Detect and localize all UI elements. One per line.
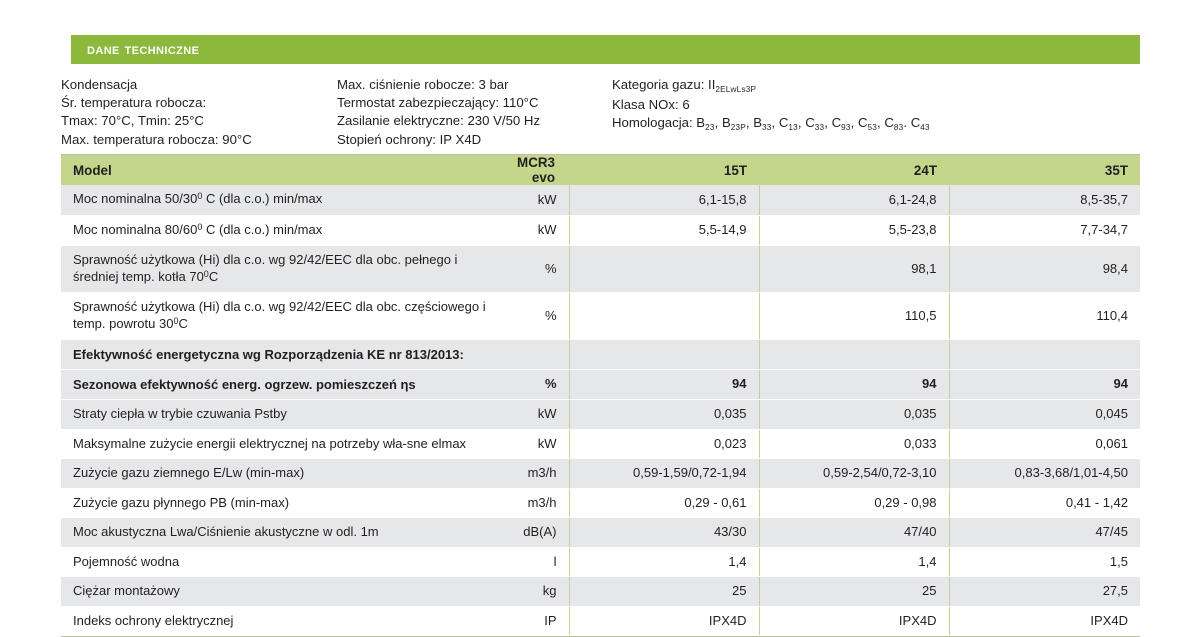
row-value-15t: 94 <box>569 370 759 400</box>
row-unit: kW <box>505 429 569 459</box>
table-row <box>61 340 1140 370</box>
row-value-15t: 0,29 - 0,61 <box>569 488 759 518</box>
homologation-code-subscript: 23P <box>730 123 746 133</box>
nox-class-line: Klasa NOx: 6 <box>612 97 690 113</box>
row-value-35t: 27,5 <box>949 577 1140 607</box>
intro-line: Max. temperatura robocza: 90°C <box>61 131 252 147</box>
row-value-15t: 0,035 <box>569 400 759 430</box>
header-model: Model <box>61 155 505 185</box>
row-value-24t: 0,035 <box>759 400 949 430</box>
row-value-15t: 5,5-14,9 <box>569 215 759 246</box>
specifications-table <box>61 155 1140 636</box>
row-value-15t: 25 <box>569 577 759 607</box>
table-row <box>61 185 1140 215</box>
homologation-code: $C_{33}$ <box>805 115 825 133</box>
intro-line: Termostat zabezpieczający: 110°C <box>337 95 539 111</box>
row-value-35t: 8,5-35,7 <box>949 185 1140 215</box>
header-variant-15t: 15T <box>569 155 759 185</box>
table-row <box>61 459 1140 489</box>
homologation-code-subscript: 83 <box>893 123 904 133</box>
table-row <box>61 246 1140 293</box>
row-unit: m3/h <box>505 488 569 518</box>
row-value-24t: 0,29 - 0,98 <box>759 488 949 518</box>
homologation-code-subscript: 53 <box>867 123 878 133</box>
homologation-code: $B_{23}$ <box>696 115 715 133</box>
separator: , <box>797 115 806 131</box>
row-label: Ciężar montażowy <box>61 577 505 607</box>
homologation-code: $C_{43}$ <box>910 115 930 133</box>
intro-line: Śr. temperatura robocza: <box>61 95 207 111</box>
separator: , <box>877 115 885 131</box>
header-variant-24t: 24T <box>759 155 949 185</box>
row-value-24t: 94 <box>759 370 949 400</box>
row-label: Moc nominalna $80/60^0$ C (dla c.o.) min/max <box>61 215 505 246</box>
intro-specifications <box>61 76 1151 149</box>
row-value-15t <box>569 246 759 293</box>
row-value-24t: 5,5-23,8 <box>759 215 949 246</box>
row-unit: IP <box>505 606 569 636</box>
row-value-35t: 94 <box>949 370 1140 400</box>
homologation-codes <box>696 115 930 133</box>
row-value-35t: 0,045 <box>949 400 1140 430</box>
degree-superscript: 0 <box>197 191 203 201</box>
row-unit: % <box>505 246 569 293</box>
table-row <box>61 293 1140 340</box>
gas-category-line <box>612 76 1012 96</box>
row-label: Zużycie gazu płynnego PB (min-max) <box>61 488 505 518</box>
row-value-35t: 0,061 <box>949 429 1140 459</box>
homologation-code: $C_{13}$ <box>778 115 798 133</box>
table-body <box>61 185 1140 636</box>
row-unit: kg <box>505 577 569 607</box>
row-label: Maksymalne zużycie energii elektrycznej na potrzeby wła-sne elmax <box>61 429 505 459</box>
row-unit: kW <box>505 400 569 430</box>
homologation-code-subscript: 33 <box>814 123 825 133</box>
row-value-15t: 0,023 <box>569 429 759 459</box>
row-unit: kW <box>505 185 569 215</box>
homologation-code: $B_{33}$ <box>753 115 772 133</box>
row-value-15t: 43/30 <box>569 518 759 548</box>
homologation-code-subscript: 33 <box>762 123 772 133</box>
homologation-label: Homologacja: <box>612 115 697 131</box>
gas-category-label: Kategoria gazu: II <box>612 77 716 92</box>
row-label: Efektywność energetyczna wg Rozporządzenia KE nr 813/2013: <box>61 340 505 370</box>
separator: , <box>824 115 832 131</box>
row-unit: % <box>505 370 569 400</box>
row-value-24t: 25 <box>759 577 949 607</box>
row-value-35t: 0,83-3,68/1,01-4,50 <box>949 459 1140 489</box>
row-unit: % <box>505 293 569 340</box>
row-value-35t: 47/45 <box>949 518 1140 548</box>
row-value-24t: 1,4 <box>759 547 949 577</box>
row-label: Moc nominalna $50/30^0$ C (dla c.o.) min/max <box>61 185 505 215</box>
separator: , <box>714 115 722 131</box>
row-label: Sezonowa efektywność energ. ogrzew. pomieszczeń ηs <box>61 370 505 400</box>
row-value-24t: 110,5 <box>759 293 949 340</box>
row-unit: dB(A) <box>505 518 569 548</box>
degree-superscript: 0 <box>197 221 203 232</box>
row-label: Sprawność użytkowa (Hi) dla c.o. wg 92/42/EEC dla obc. pełnego i średniej temp. kotła $70^0C$ <box>61 246 505 293</box>
table-row <box>61 577 1140 607</box>
row-value-15t: 1,4 <box>569 547 759 577</box>
table-row <box>61 400 1140 430</box>
row-value-15t: 6,1-15,8 <box>569 185 759 215</box>
row-value-35t: 7,7-34,7 <box>949 215 1140 246</box>
row-value-24t: 0,033 <box>759 429 949 459</box>
row-value-24t: 98,1 <box>759 246 949 293</box>
row-value-24t: 47/40 <box>759 518 949 548</box>
row-label: Pojemność wodna <box>61 547 505 577</box>
intro-line: Stopień ochrony: IP X4D <box>337 131 482 147</box>
separator: . <box>903 115 911 131</box>
table-row <box>61 518 1140 548</box>
row-label: Indeks ochrony elektrycznej <box>61 606 505 636</box>
header-variant-35t: 35T <box>949 155 1140 185</box>
intro-column-general <box>61 76 337 149</box>
header-product: MCR3 evo <box>505 155 569 185</box>
table-row <box>61 215 1140 246</box>
row-value-35t: IPX4D <box>949 606 1140 636</box>
row-value-24t: 0,59-2,54/0,72-3,10 <box>759 459 949 489</box>
row-value-15t: 0,59-1,59/0,72-1,94 <box>569 459 759 489</box>
intro-line: Max. ciśnienie robocze: 3 bar <box>337 77 509 92</box>
intro-line: Kondensacja <box>61 77 138 92</box>
intro-line: Zasilanie elektryczne: 230 V/50 Hz <box>337 113 541 129</box>
homologation-code-subscript: 13 <box>788 123 798 133</box>
gas-category-subscript: 2ELwLs3P <box>715 85 757 94</box>
row-value-35t: 98,4 <box>949 246 1140 293</box>
homologation-code-subscript: 93 <box>841 123 851 133</box>
separator: , <box>771 115 779 131</box>
row-value-35t <box>949 340 1140 370</box>
row-unit: kW <box>505 215 569 246</box>
table-row <box>61 488 1140 518</box>
row-value-35t: 110,4 <box>949 293 1140 340</box>
row-value-15t: IPX4D <box>569 606 759 636</box>
table-row <box>61 606 1140 636</box>
intro-line: Tmax: 70°C, Tmin: 25°C <box>61 113 204 129</box>
intro-column-operating <box>337 76 612 149</box>
table-row <box>61 547 1140 577</box>
homologation-line <box>612 114 1012 134</box>
homologation-code-subscript: 43 <box>920 123 930 133</box>
separator: , <box>850 115 858 131</box>
degree-superscript: 0 <box>203 268 209 279</box>
homologation-code: $C_{53}$ <box>858 115 878 133</box>
row-value-24t: 6,1-24,8 <box>759 185 949 215</box>
section-title: dane techniczne <box>87 40 200 58</box>
row-label: Straty ciepła w trybie czuwania Pstby <box>61 400 505 430</box>
row-label: Sprawność użytkowa (Hi) dla c.o. wg 92/42/EEC dla obc. częściowego i temp. powrotu $30^0C$ <box>61 293 505 340</box>
table-row <box>61 429 1140 459</box>
row-value-15t <box>569 293 759 340</box>
separator: , <box>745 115 754 131</box>
homologation-code: $B_{23P}$ <box>721 115 746 133</box>
homologation-code: $C_{83}$ <box>884 115 904 133</box>
intro-column-gas <box>612 76 1012 149</box>
row-unit <box>505 340 569 370</box>
row-label: Zużycie gazu ziemnego E/Lw (min-max) <box>61 459 505 489</box>
homologation-code-subscript: 23 <box>705 123 715 133</box>
table-header-row <box>61 155 1140 185</box>
row-unit: m3/h <box>505 459 569 489</box>
section-banner <box>71 35 1140 64</box>
row-unit: l <box>505 547 569 577</box>
row-value-24t <box>759 340 949 370</box>
row-value-35t: 0,41 - 1,42 <box>949 488 1140 518</box>
homologation-code: $C_{93}$ <box>831 115 851 133</box>
degree-superscript: 0 <box>173 315 179 326</box>
row-value-15t <box>569 340 759 370</box>
row-value-35t: 1,5 <box>949 547 1140 577</box>
row-label: Moc akustyczna Lwa/Ciśnienie akustyczne w odl. 1m <box>61 518 505 548</box>
table-row <box>61 370 1140 400</box>
row-value-24t: IPX4D <box>759 606 949 636</box>
